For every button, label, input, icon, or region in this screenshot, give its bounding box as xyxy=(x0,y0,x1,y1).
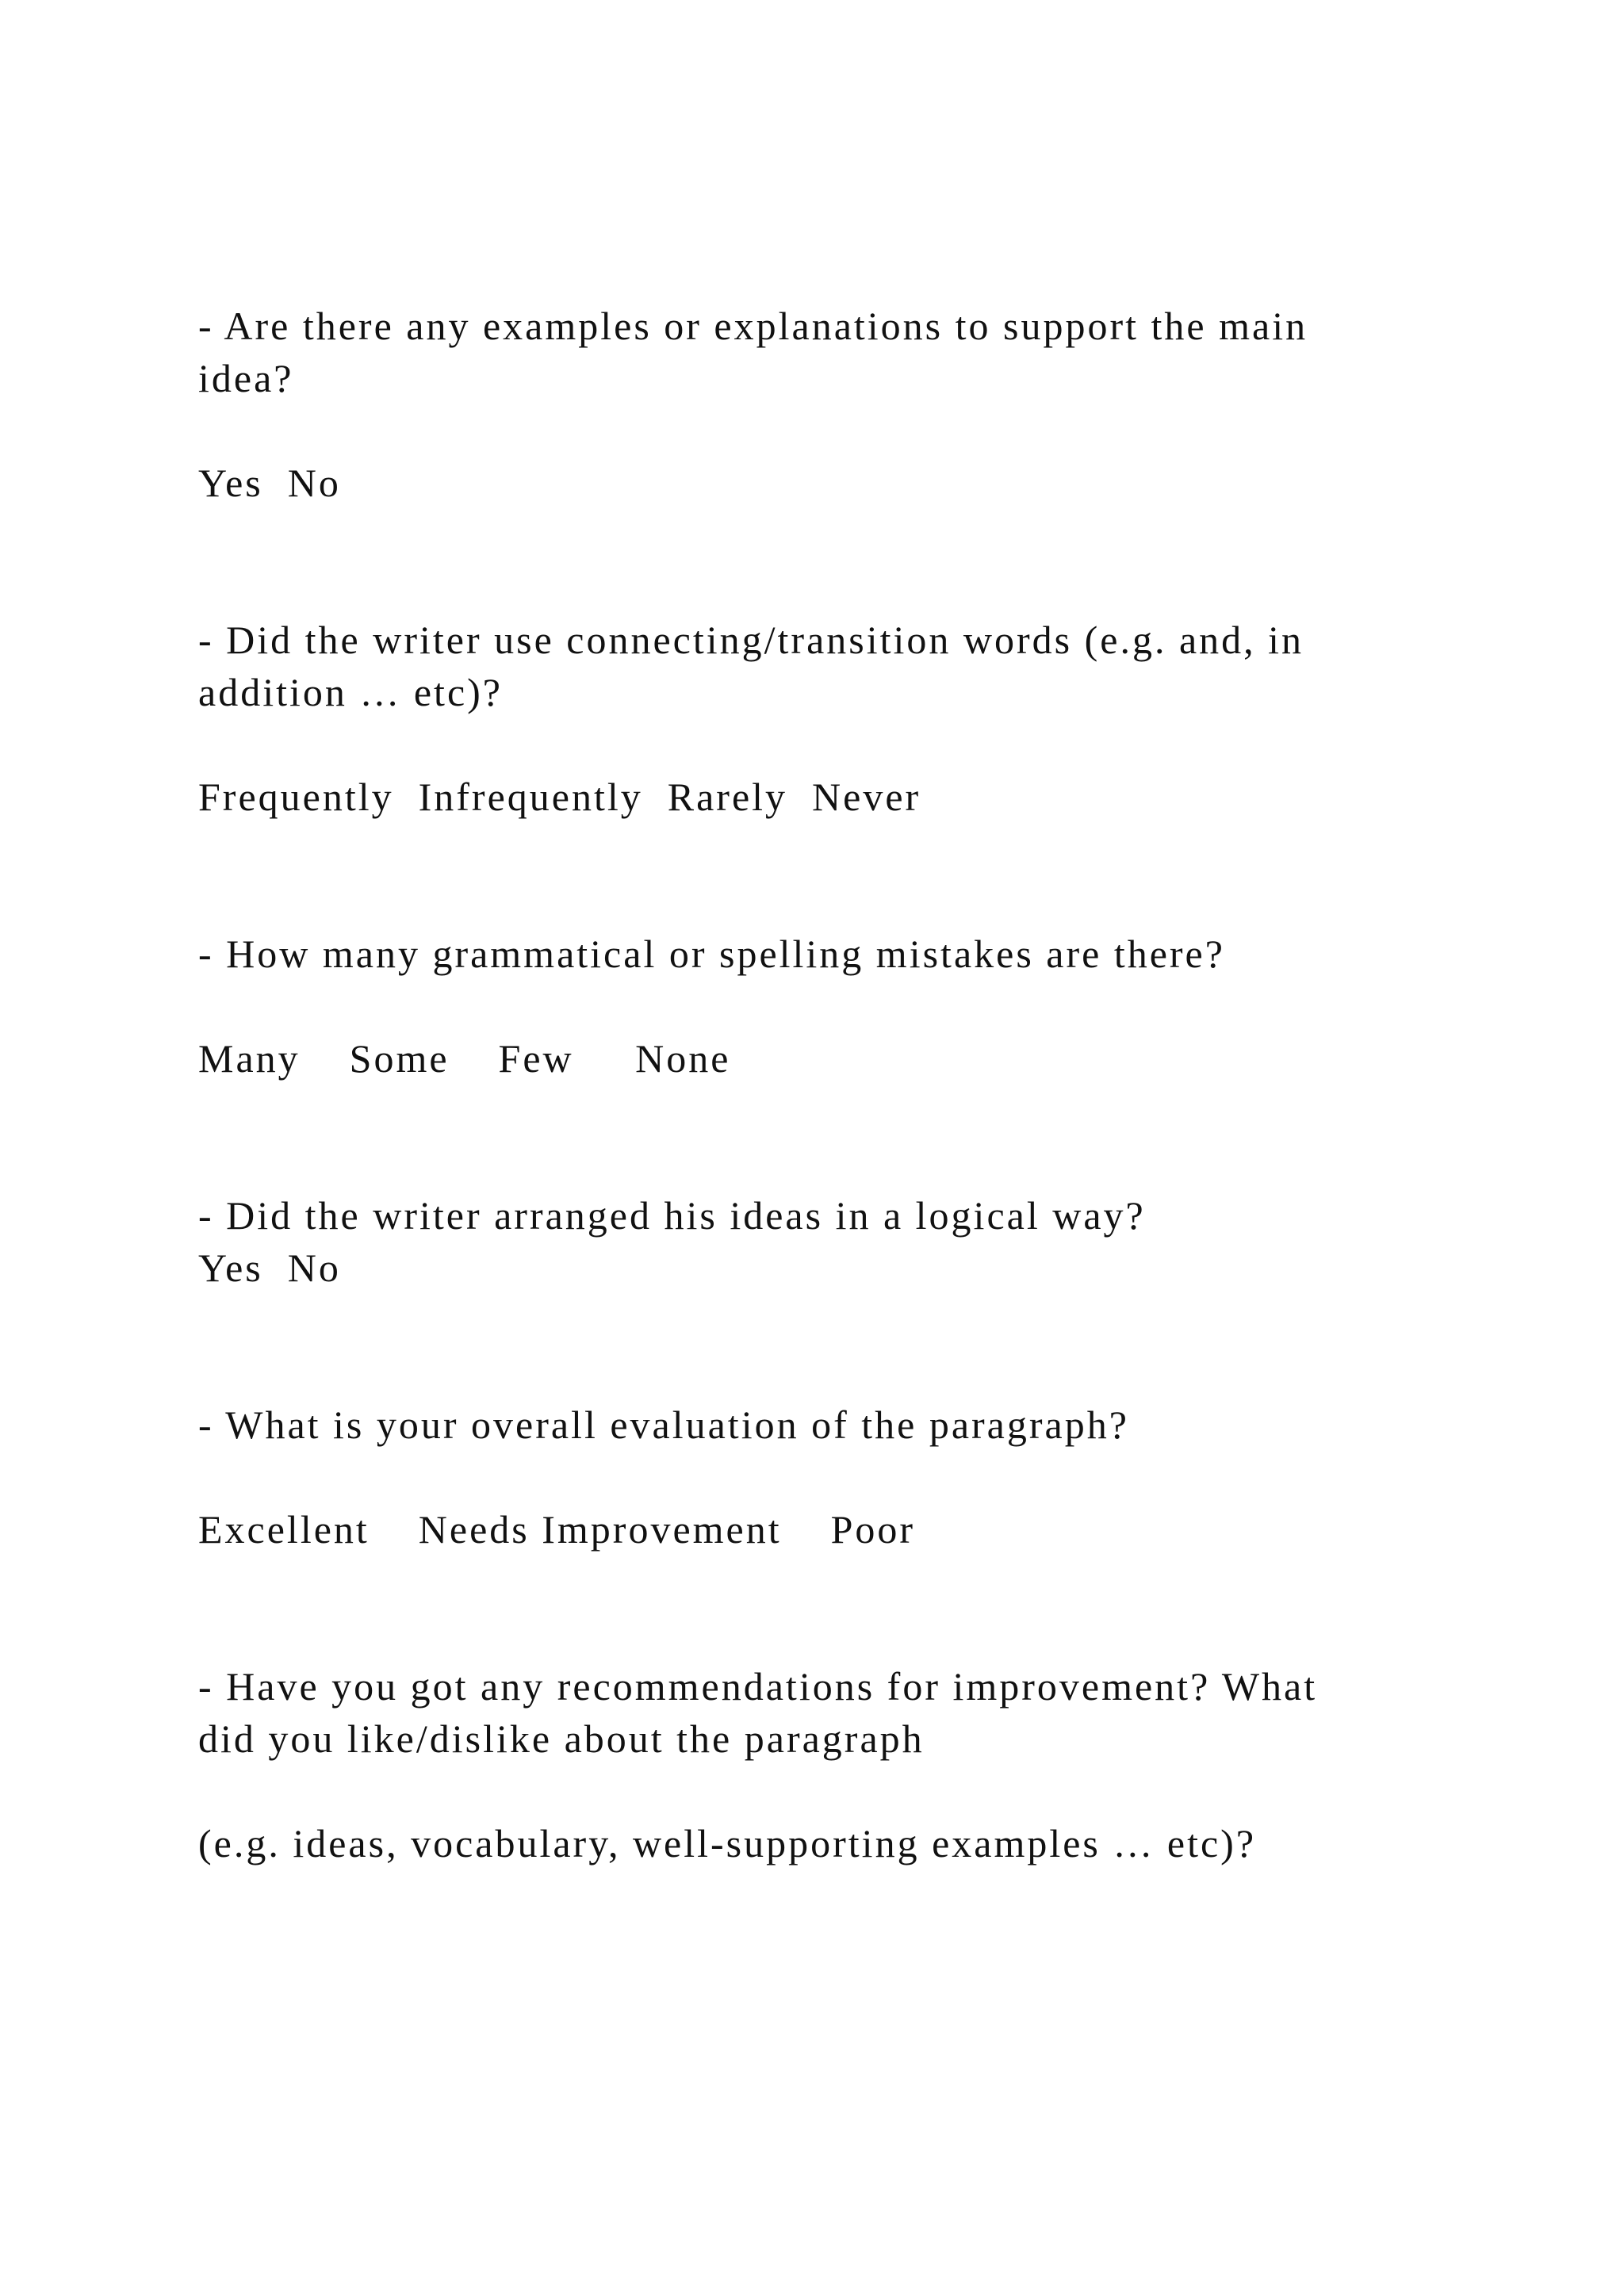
question-4-text-line-1: - Did the writer arranged his ideas in a logical way? xyxy=(198,1193,1146,1238)
question-6-text-line-1: - Have you got any recommendations for improvement? What xyxy=(198,1664,1318,1709)
question-3-text-line-1: - How many grammatical or spelling mistakes are there? xyxy=(198,932,1225,976)
question-5-text-line-1: - What is your overall evaluation of the paragraph? xyxy=(198,1402,1129,1447)
question-5-answer-options: Excellent Needs Improvement Poor xyxy=(198,1507,916,1552)
question-1-answer-options: Yes No xyxy=(198,461,341,505)
question-3-answer-options: Many Some Few None xyxy=(198,1036,731,1081)
question-1-text-line-1: - Are there any examples or explanations to support the main xyxy=(198,304,1308,348)
question-6-text-line-2: did you like/dislike about the paragraph xyxy=(198,1716,925,1761)
question-2-answer-options: Frequently Infrequently Rarely Never xyxy=(198,775,921,819)
question-2-text-line-2: addition … etc)? xyxy=(198,670,503,714)
question-2-text-line-1: - Did the writer use connecting/transition words (e.g. and, in xyxy=(198,618,1304,662)
question-1-text-line-2: idea? xyxy=(198,356,294,400)
question-6-text-line-3: (e.g. ideas, vocabulary, well-supporting examples … etc)? xyxy=(198,1821,1257,1866)
question-4-answer-options: Yes No xyxy=(198,1246,341,1290)
